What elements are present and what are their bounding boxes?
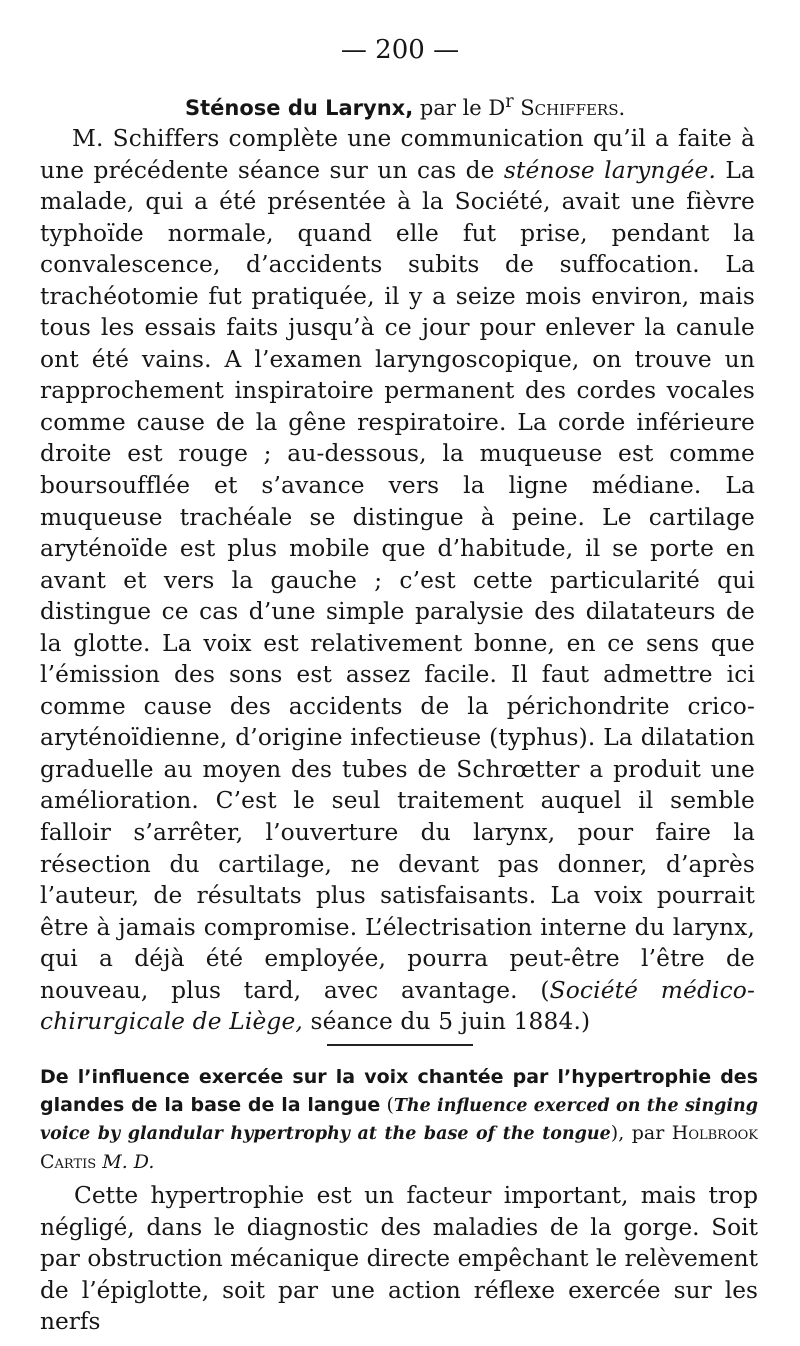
article-1-by: par le $D^r$ — [419, 92, 514, 120]
article-2-title: De l’influence exercée sur la voix chantée par l’hypertrophie des glandes de la base de la langue — [40, 1066, 758, 1116]
article-2-english-title: The influence exerced on the singing voice by glandular hypertrophy at the base of the tongue — [40, 1095, 759, 1144]
article-2-author: Holbrook Cartis — [40, 1122, 758, 1173]
section-divider — [327, 1044, 473, 1046]
page-number: — 200 — — [340, 35, 460, 65]
article-1-heading — [185, 86, 785, 124]
article-1-author: Schiffers. — [520, 96, 626, 120]
article-2-paragraph: Cette hypertrophie est un facteur important, mais trop négligé, dans le diagnostic des maladies de la gorge. Soit par obstruction mécanique directe empêchant le relèvement de l’épiglotte, soit par une action réflexe exercée sur les nerfs — [40, 1182, 758, 1336]
article-2-heading: De l’influence exercée sur la voix chantée par l’hypertrophie des glandes de la base de la langue (The influence exerced on the singing voice by glandular hypertrophy at the base of the tongue), par Holbrook Cartis M. D. — [40, 1066, 759, 1173]
article-1-paragraph: M. Schiffers complète une communication qu’il a faite à une précédente séance sur un cas de sténose laryngée. La malade, qui a été présentée à la Société, avait une fièvre typhoïde normale, quand elle fut prise, pendant la convalescence, d’accidents subits de suffocation. La trachéotomie fut pratiquée, il y a seize mois environ, mais tous les essais faits jusqu’à ce jour pour enlever la canule ont été vains. A l’examen laryngoscopique, on trouve un rapprochement inspiratoire permanent des cordes vocales comme cause de la gêne respiratoire. La corde inférieure droite est rouge ; au-dessous, la muqueuse est comme boursoufflée et s’avance vers la ligne médiane. La muqueuse trachéale se distingue à peine. Le cartilage aryténoïde est plus mobile que d’habitude, il se porte en avant et vers la gauche ; c’est cette particularité qui distingue ce cas d’une simple paralysie des dilatateurs de la glotte. La voix est relativement bonne, en ce sens que l’émission des sons est assez facile. Il faut admettre ici comme cause des accidents de la périchondrite crico-aryténoïdienne, d’origine infectieuse (typhus). La dilatation graduelle au moyen des tubes de Schrœtter a produit une amélioration. C’est le seul traitement auquel il semble falloir s’arrêter, l’ouverture du larynx, pour faire la résection du cartilage, ne devant pas donner, d’après l’auteur, de résultats plus satisfaisants. La voix pourrait être à jamais compromise. L’électrisation interne du larynx, qui a déjà été employée, pourra peut-être l’être de nouveau, plus tard, avec avantage. (Société médico-chirurgicale de Liège, séance du 5 juin 1884.) — [40, 125, 756, 1036]
diagnosis-emphasis: sténose laryngée. — [503, 156, 717, 184]
article-1-body — [40, 123, 755, 1038]
source-journal: Société médico-chirurgicale de Liège, — [40, 976, 756, 1036]
article-1-title: Sténose du Larynx, — [185, 96, 414, 120]
article-2-body — [40, 1180, 758, 1338]
